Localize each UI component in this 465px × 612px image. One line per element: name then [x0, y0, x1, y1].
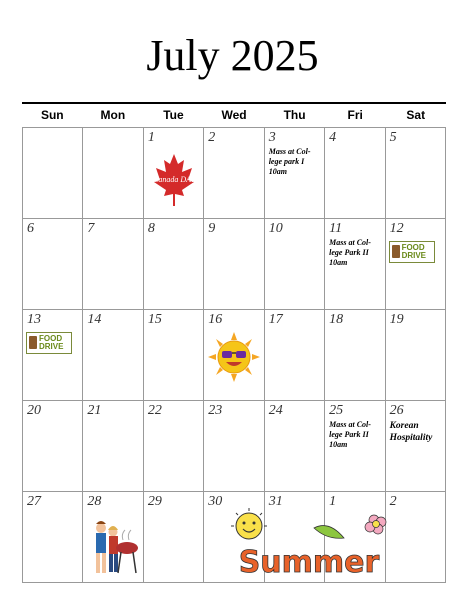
day-cell[interactable]: [144, 128, 204, 219]
day-cell[interactable]: [204, 219, 264, 310]
day-number: 24: [268, 403, 283, 418]
day-number: 17: [268, 312, 283, 327]
day-cell[interactable]: [144, 310, 204, 401]
leaf-icon: [314, 526, 344, 539]
day-number: 6: [27, 221, 34, 236]
day-number: 25: [329, 403, 344, 418]
day-cell[interactable]: [144, 219, 204, 310]
weekday-mon: Mon: [100, 108, 126, 122]
event-text: Mass at Col-lege park I 10am: [268, 147, 311, 176]
day-number: 11: [329, 221, 343, 236]
day-cell[interactable]: [265, 128, 325, 219]
day-number: 4: [329, 130, 337, 145]
smiling-sun-icon: [231, 508, 267, 539]
day-cell[interactable]: [325, 128, 385, 219]
calendar-title: July 2025: [146, 31, 319, 80]
day-cell[interactable]: [204, 401, 264, 492]
day-number: 18: [329, 312, 344, 327]
day-number: 10: [268, 221, 283, 236]
weekday-thu: Thu: [283, 108, 306, 122]
food-drive-line2: DRIVE: [401, 251, 427, 260]
day-cell[interactable]: [386, 401, 446, 492]
weekday-sun: Sun: [40, 108, 64, 122]
weekday-header: [22, 104, 446, 128]
day-cell[interactable]: [265, 401, 325, 492]
day-cell[interactable]: [23, 492, 83, 583]
day-number: 2: [208, 130, 216, 145]
event-text: Mass at Col-lege Park II 10am: [329, 238, 371, 267]
food-drive-line1: FOOD: [39, 334, 63, 343]
day-number: 5: [389, 130, 397, 145]
day-number: 21: [87, 403, 102, 418]
day-number: 1: [329, 494, 337, 509]
event-text: Korean Hospitality: [389, 421, 433, 443]
food-drive-line2: DRIVE: [39, 342, 64, 351]
day-cell[interactable]: [83, 401, 143, 492]
day-cell[interactable]: [265, 219, 325, 310]
day-number: 23: [208, 403, 223, 418]
day-number: 15: [147, 312, 162, 327]
day-number: 29: [147, 494, 162, 509]
day-cell[interactable]: [144, 492, 204, 583]
day-number: 27: [27, 494, 41, 509]
weekday-wed: Wed: [221, 108, 247, 122]
day-number: 28: [87, 494, 102, 509]
day-cell[interactable]: [386, 310, 446, 401]
day-number: 22: [147, 403, 162, 418]
day-cell[interactable]: [83, 492, 143, 583]
food-drive-logo: [389, 241, 435, 263]
food-can-icon: [392, 245, 400, 258]
food-can-icon: [29, 336, 37, 349]
day-number: 26: [389, 403, 404, 418]
day-number: 19: [389, 312, 404, 327]
canada-day-text: Canada DAY: [152, 175, 195, 184]
day-number: 7: [87, 221, 95, 236]
day-cell[interactable]: [83, 310, 143, 401]
day-number: 14: [87, 312, 102, 327]
sun-with-sunglasses-icon: [208, 332, 260, 382]
weekday-tue: Tue: [163, 108, 184, 122]
barbecue-family-icon: [87, 518, 141, 578]
day-number: 2: [389, 494, 397, 509]
day-number: 30: [208, 494, 223, 509]
day-number: 9: [208, 221, 216, 236]
day-cell[interactable]: [325, 401, 385, 492]
maple-leaf-icon: [152, 152, 196, 208]
day-number: 31: [268, 494, 283, 509]
day-number: 13: [27, 312, 41, 327]
food-drive-logo: [26, 332, 72, 354]
food-drive-line1: FOOD: [401, 243, 425, 252]
day-number: 1: [147, 130, 155, 145]
day-cell[interactable]: [23, 219, 83, 310]
summer-word: Summer: [238, 545, 380, 580]
day-cell[interactable]: [83, 128, 143, 219]
day-number: 3: [268, 130, 276, 145]
weekday-fri: Fri: [347, 108, 363, 122]
day-cell[interactable]: [23, 310, 83, 401]
event-text: Mass at Col-lege Park II 10am: [329, 420, 371, 449]
day-cell[interactable]: [83, 219, 143, 310]
day-cell[interactable]: [23, 128, 83, 219]
day-number: 16: [208, 312, 223, 327]
flower-icon: [365, 515, 386, 534]
day-cell[interactable]: [265, 310, 325, 401]
day-cell[interactable]: [204, 128, 264, 219]
day-cell[interactable]: [144, 401, 204, 492]
summer-clipart: [209, 508, 409, 580]
day-cell[interactable]: [325, 310, 385, 401]
day-cell[interactable]: [386, 128, 446, 219]
day-number: 20: [27, 403, 41, 418]
day-cell[interactable]: [23, 401, 83, 492]
day-number: 12: [389, 221, 404, 236]
day-cell[interactable]: [204, 310, 264, 401]
day-cell[interactable]: [325, 219, 385, 310]
day-cell[interactable]: [386, 219, 446, 310]
day-number: 8: [147, 221, 155, 236]
weekday-sat: Sat: [406, 108, 426, 122]
